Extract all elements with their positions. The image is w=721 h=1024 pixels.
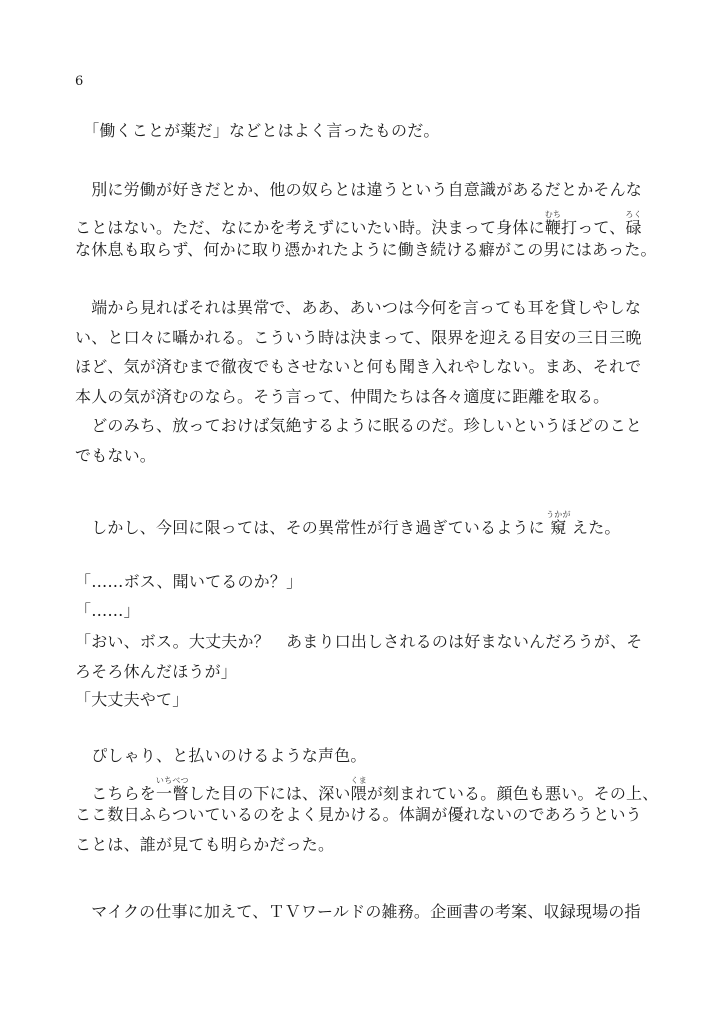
ruby-reading: ろく (625, 210, 642, 219)
text-line (75, 510, 621, 538)
text-line: ほど、気が済むまで徹夜でもさせないと何も聞き入れやしない。まあ、それで (75, 357, 642, 376)
text-line: 「働くことが薬だ」などとはよく言ったものだ。 (75, 121, 440, 140)
ruby-reading: いちべつ (155, 776, 189, 785)
text-line: ろそろ休んだほうが」 (75, 662, 238, 681)
ruby-reading: うかが (546, 510, 571, 519)
text-segment: えた。 (566, 518, 621, 537)
text-segment: が刻まれている。顔色も悪い。その上、 (366, 784, 659, 803)
text-line: 「おい、ボス。大丈夫か？ あまり口出しされるのは好まないんだろうが、そ (75, 632, 643, 651)
ruby-reading: くま (350, 776, 367, 785)
ruby-annotation (544, 210, 562, 237)
text-line: ここ数日ふらついているのをよく見かける。体調が優れないのであろうという (75, 805, 642, 824)
text-segment: した目の下には、深い (188, 784, 351, 803)
text-line (75, 210, 642, 238)
text-line: 本人の気が済むのなら。そう言って、仲間たちは各々適度に距離を取る。 (75, 387, 610, 406)
text-line: どのみち、放っておけば気絶するように眠るのだ。珍しいというほどのこと (75, 416, 643, 435)
text-segment: しかし、今回に限っては、その異常性が行き過ぎているように (75, 518, 551, 537)
text-segment: ことはない。ただ、なにかを考えずにいたい時。決まって身体に (75, 218, 545, 237)
ruby-base: 窺 (546, 518, 571, 537)
text-line: ぴしゃり、と払いのけるような声色。 (75, 746, 367, 765)
ruby-base: 碌 (625, 218, 642, 237)
text-line: な休息も取らず、何かに取り憑かれたように働き続ける癖がこの男にはあった。 (75, 240, 657, 259)
text-line: ことは、誰が見ても明らかだった。 (75, 835, 335, 854)
text-line: マイクの仕事に加えて、ＴＶワールドの雑務。企画書の考案、収録現場の指 (75, 902, 641, 921)
text-line: い、と口々に囁かれる。こういう時は決まって、限界を迎える目安の三日三晩 (75, 328, 642, 347)
ruby-annotation (155, 776, 189, 803)
text-line: でもない。 (75, 446, 157, 465)
ruby-reading: むち (544, 210, 562, 219)
text-line: 「……」 (75, 601, 140, 620)
text-line: 「大丈夫やて」 (75, 690, 189, 709)
text-line: 別に労働が好きだとか、他の奴らとは違うという自意識があるだとかそんな (75, 180, 643, 199)
ruby-base: 鞭 (544, 218, 562, 237)
text-segment: 打って、 (561, 218, 626, 237)
text-line: 端から見ればそれは異常で、ああ、あいつは今何を言っても耳を貸しやしな (75, 298, 642, 317)
text-line (75, 776, 658, 804)
page-number: 6 (75, 74, 84, 89)
ruby-annotation (546, 510, 571, 537)
ruby-base: 一瞥 (155, 784, 189, 803)
ruby-annotation (625, 210, 642, 237)
text-line: 「……ボス、聞いてるのか？」 (75, 572, 303, 591)
ruby-annotation (350, 776, 367, 803)
ruby-base: 隈 (350, 784, 367, 803)
text-segment: こちらを (75, 784, 157, 803)
